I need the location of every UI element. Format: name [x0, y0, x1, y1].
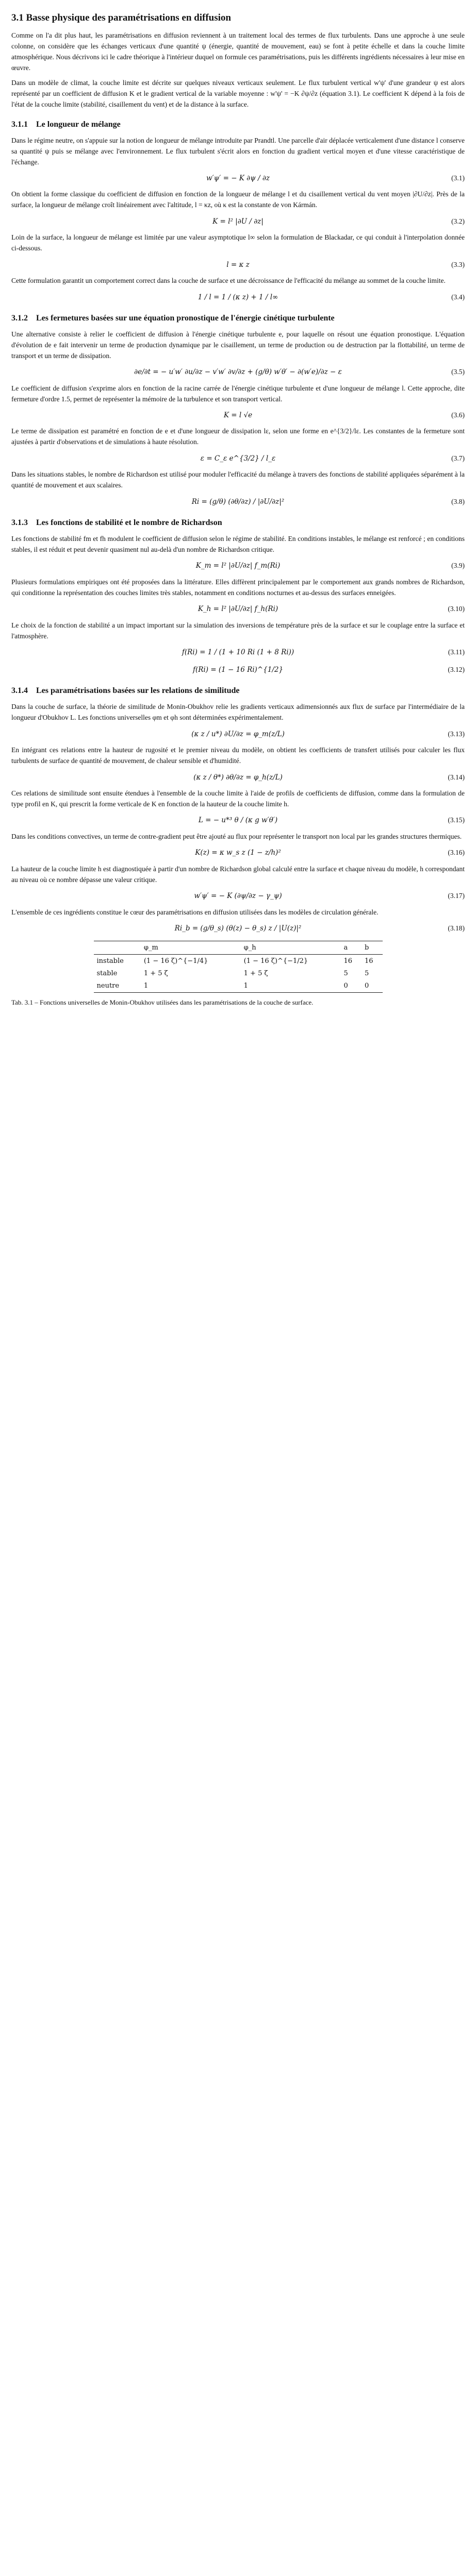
- table-rule: [94, 993, 383, 994]
- body-paragraph: Le terme de dissipation est paramétré en fonction de e et d'une longueur de dissipation lε, selon une forme en e^{3/2}/lε. Les constantes de la fermeture sont ajustées à partir d'observations et de simulations à haute résolution.: [11, 427, 465, 446]
- equation-number: (3.15): [448, 816, 465, 824]
- equation-expression: ∂e/∂t = − u′w′ ∂u/∂z − v′w′ ∂v/∂z + (g/θ) w′θ′ − ∂(w′e)/∂z − ε: [134, 368, 342, 377]
- subsection-title: Les fonctions de stabilité et le nombre de Richardson: [36, 518, 222, 528]
- display-equation: [11, 560, 465, 573]
- subsection-number: 3.1.4: [11, 686, 28, 696]
- table-cell: 1 + 5 ζ: [143, 969, 168, 977]
- equation-expression: ε = C_ε e^{3/2} / l_ε: [200, 454, 276, 463]
- equation-number: (3.2): [451, 217, 465, 225]
- equation-expression: Ri_b = (g/θ_s) (θ(z) − θ_s) z / |U(z)|²: [174, 924, 302, 933]
- body-paragraph: Dans la couche de surface, la théorie de similitude de Monin-Obukhov relie les gradients verticaux adimensionnés aux flux de surface par l'intermédiaire de la longueur d'Obukhov L. Les fonctions universelles φm et φh sont déterminées expérimentalement.: [11, 703, 465, 722]
- table-cell: 0: [364, 981, 369, 990]
- equation-expression: f(Ri) = 1 / (1 + 10 Ri (1 + 8 Ri)): [182, 648, 294, 657]
- subsection-number: 3.1.1: [11, 120, 28, 129]
- table-header-cell: a: [343, 943, 348, 952]
- table-header-cell: b: [364, 943, 369, 952]
- table-cell: 16: [364, 957, 373, 965]
- section-heading: [11, 10, 465, 25]
- table-row: [94, 955, 383, 968]
- equation-expression: K = l √e: [223, 411, 253, 419]
- equation-number: (3.13): [448, 730, 465, 738]
- equation-expression: Ri = (g/θ) (∂θ/∂z) / |∂U/∂z|²: [191, 497, 285, 506]
- table-row: [94, 980, 383, 993]
- body-paragraph: On obtient la forme classique du coefficient de diffusion en fonction de la longueur de mélange l et du cisaillement vertical du vent moyen |∂U/∂z|. Près de la surface, la longueur de mélange croît linéairement avec l'altitude, l = κz, où κ est la constante de von Kármán.: [11, 190, 465, 209]
- body-paragraph: L'ensemble de ces ingrédients constitue le cœur des paramétrisations en diffusion utilisées dans les modèles de circulation générale.: [11, 908, 379, 916]
- equation-expression: w′ψ′ = − K (∂ψ/∂z − γ_ψ): [194, 892, 282, 901]
- values-table: [94, 941, 383, 994]
- coefficients-table: [94, 941, 383, 994]
- display-equation: [11, 771, 465, 784]
- body-paragraph: En intégrant ces relations entre la hauteur de rugosité et le premier niveau du modèle, on obtient les coefficients de transfert utilisés pour calculer les flux turbulents de surface de quantité de mouvement, de chaleur sensible et d'humidité.: [11, 746, 465, 765]
- display-equation: [11, 890, 465, 903]
- body-paragraph: Ces relations de similitude sont ensuite étendues à l'ensemble de la couche limite à l'aide de profils de coefficients de diffusion, comme dans la formulation de type profil en K, qui prescrit la forme verticale de K en fonction de la hauteur de la couche limite h.: [11, 789, 465, 808]
- body-paragraph: Dans les situations stables, le nombre de Richardson est utilisé pour moduler l'efficacité du mélange à travers des fonctions de stabilité appliquées séparément à la quantité de mouvement et aux scalaires.: [11, 470, 465, 489]
- equation-expression: 1 / l = 1 / (κ z) + 1 / l∞: [198, 293, 278, 301]
- body-paragraph: Dans le régime neutre, on s'appuie sur la notion de longueur de mélange introduite par Prandtl. Une parcelle d'air déplacée verticalement d'une distance l conserve sa quantité ψ puis se mélange avec l'environnement. Le flux turbulent s'écrit alors en fonction du gradient vertical moyen et d'une vitesse caractéristique de l'échange.: [11, 136, 465, 166]
- body-paragraph: Les fonctions de stabilité fm et fh modulent le coefficient de diffusion selon le régime de stabilité. En conditions instables, le mélange est renforcé ; en conditions stables, il est réduit et peut devenir quasiment nul au-delà d'un nombre de Richardson critique.: [11, 534, 465, 553]
- subsection-title: Le longueur de mélange: [36, 120, 121, 129]
- equation-number: (3.10): [448, 605, 465, 613]
- table-header-cell: φ_m: [143, 943, 158, 952]
- equation-expression: w′ψ′ = − K ∂ψ / ∂z: [206, 174, 270, 182]
- section-number: 3.1: [11, 12, 24, 23]
- table-cell: 5: [364, 969, 369, 977]
- display-equation: [11, 495, 465, 509]
- body-paragraph: Le choix de la fonction de stabilité a un impact important sur la simulation des inversions de température près de la surface et sur le couplage entre la surface et l'atmosphère.: [11, 621, 465, 640]
- table-caption: Tab. 3.1 – Fonctions universelles de Monin-Obukhov utilisées dans les paramétrisations de la couche de surface.: [11, 998, 314, 1007]
- table-cell: (1 − 16 ζ)^{−1/2}: [243, 957, 308, 965]
- subsection-heading: [11, 118, 465, 131]
- display-equation: [11, 846, 465, 860]
- body-paragraph: La hauteur de la couche limite h est diagnostiquée à partir d'un nombre de Richardson global calculé entre la surface et chaque niveau du modèle, h correspondant au niveau où ce nombre dépasse une valeur critique.: [11, 865, 465, 884]
- body-paragraph: Plusieurs formulations empiriques ont été proposées dans la littérature. Elles diffèrent principalement par le comportement aux grands nombres de Richardson, qui conditionne la représentation des couches limites très stables, notamment en conditions nocturnes et au-dessus des surfaces enneigées.: [11, 578, 465, 597]
- display-equation: [11, 172, 465, 185]
- subsection-title: Les fermetures basées sur une équation pronostique de l'énergie cinétique turbulente: [36, 314, 335, 323]
- equation-number: (3.3): [451, 260, 465, 268]
- table-cell: 16: [343, 957, 352, 965]
- subsection-number: 3.1.2: [11, 314, 28, 323]
- equation-number: (3.6): [451, 411, 465, 419]
- equation-expression: (κ z / θ*) ∂θ/∂z = φ_h(z/L): [193, 773, 283, 782]
- display-equation: [11, 258, 465, 272]
- display-equation: [11, 814, 465, 827]
- subsection-number: 3.1.3: [11, 518, 28, 528]
- equation-number: (3.7): [451, 454, 465, 462]
- table-header-cell: φ_h: [243, 943, 256, 952]
- display-equation: [11, 452, 465, 465]
- intro-paragraph: Dans un modèle de climat, la couche limite est décrite sur quelques niveaux verticaux seulement. Le flux turbulent vertical w'ψ' d'une grandeur ψ est alors représenté par un coefficient de diffusion K et le gradient vertical de la variable moyenne : w'ψ' = −K ∂ψ/∂z (équation 3.1). Le coefficient K dépend à la fois de l'état de la couche limite (stabilité, cisaillement du vent) et de la distance à la surface.: [11, 79, 465, 108]
- subsection-heading: [11, 685, 465, 698]
- subsections-container: [11, 118, 465, 936]
- equation-number: (3.4): [451, 293, 465, 301]
- table-cell: 1: [243, 981, 248, 990]
- equation-number: (3.9): [451, 562, 465, 570]
- table-cell: instable: [96, 957, 124, 965]
- display-equation: [11, 291, 465, 304]
- equation-number: (3.14): [448, 773, 465, 781]
- equation-number: (3.16): [448, 849, 465, 857]
- equation-expression: K_m = l² |∂U/∂z| f_m(Ri): [195, 562, 281, 570]
- equation-number: (3.17): [448, 892, 465, 900]
- table-cell: stable: [96, 969, 118, 977]
- equation-number: (3.5): [451, 368, 465, 376]
- body-paragraph: Le coefficient de diffusion s'exprime alors en fonction de la racine carrée de l'énergie cinétique turbulente et d'une longueur de mélange l. Cette approche, dite fermeture d'ordre 1.5, permet de représenter la mémoire de la turbulence et son transport vertical.: [11, 384, 465, 403]
- subsection-title: Les paramétrisations basées sur les relations de similitude: [36, 686, 240, 696]
- equation-expression: l = κ z: [226, 260, 250, 269]
- equation-expression: L = − u*³ θ / (κ g w′θ′): [198, 816, 278, 825]
- equation-number: (3.18): [448, 924, 465, 933]
- equation-expression: K_h = l² |∂U/∂z| f_h(Ri): [198, 605, 278, 614]
- display-equation: [11, 215, 465, 228]
- equation-number: (3.12): [448, 666, 465, 674]
- table-cell: (1 − 16 ζ)^{−1/4}: [143, 957, 208, 965]
- table-cell: neutre: [96, 981, 120, 990]
- equation-expression: (κ z / u*) ∂U/∂z = φ_m(z/L): [191, 730, 285, 738]
- subsection-heading: [11, 312, 465, 325]
- body-paragraph: Cette formulation garantit un comportement correct dans la couche de surface et une décroissance de l'efficacité du mélange au sommet de la couche limite.: [11, 277, 446, 285]
- equation-expression: K = l² |∂U / ∂z|: [212, 217, 264, 226]
- table-header-row: [94, 942, 383, 955]
- equation-expression: f(Ri) = (1 − 16 Ri)^{1/2}: [192, 666, 284, 674]
- display-equation: [11, 603, 465, 616]
- equation-number: (3.8): [451, 497, 465, 505]
- body-paragraph: Loin de la surface, la longueur de mélange est limitée par une valeur asymptotique l∞ selon la formulation de Blackadar, ce qui conduit à l'interpolation donnée ci-dessous.: [11, 233, 465, 252]
- intro-paragraph: Comme on l'a dit plus haut, les paramétrisations en diffusion reviennent à un traitement local des termes de flux turbulents. Dans une approche à une seule colonne, on considère que les échanges verticaux d'une quantité ψ (énergie, quantité de mouvement, eau) se font à petite échelle et dans la couche limite atmosphérique. Nous décrivons ici le cadre théorique à l'intérieur duquel on formule ces paramétrisations, puis les différents ingrédients nécessaires à leur mise en œuvre.: [11, 31, 465, 72]
- table-row: [94, 968, 383, 980]
- subsection-heading: [11, 517, 465, 530]
- display-equation: [11, 366, 465, 379]
- table-cell: 1: [143, 981, 149, 990]
- table-cell: 1 + 5 ζ: [243, 969, 268, 977]
- equation-expression: K(z) = κ w_s z (1 − z/h)²: [195, 849, 281, 857]
- body-paragraph: Dans les conditions convectives, un terme de contre-gradient peut être ajouté au flux pour représenter le transport non local par les grandes structures thermiques.: [11, 832, 462, 840]
- equation-number: (3.1): [451, 174, 465, 182]
- table-header-cell: [94, 942, 141, 955]
- body-paragraph: Une alternative consiste à relier le coefficient de diffusion à l'énergie cinétique turbulente e, pour laquelle on résout une équation pronostique. L'équation d'évolution de e fait intervenir un terme de production dynamique par le cisaillement, un terme de production ou de destruction par la flottabilité, un terme de transport et un terme de dissipation.: [11, 330, 465, 360]
- display-equation: [11, 727, 465, 741]
- document-page: [11, 6, 465, 1008]
- table-cell: 5: [343, 969, 348, 977]
- display-equation: [11, 663, 465, 676]
- display-equation: [11, 409, 465, 422]
- equation-number: (3.11): [448, 648, 465, 656]
- display-equation: [11, 922, 465, 936]
- display-equation: [11, 646, 465, 659]
- table-cell: 0: [343, 981, 348, 990]
- section-title: Basse physique des paramétrisations en diffusion: [26, 12, 231, 23]
